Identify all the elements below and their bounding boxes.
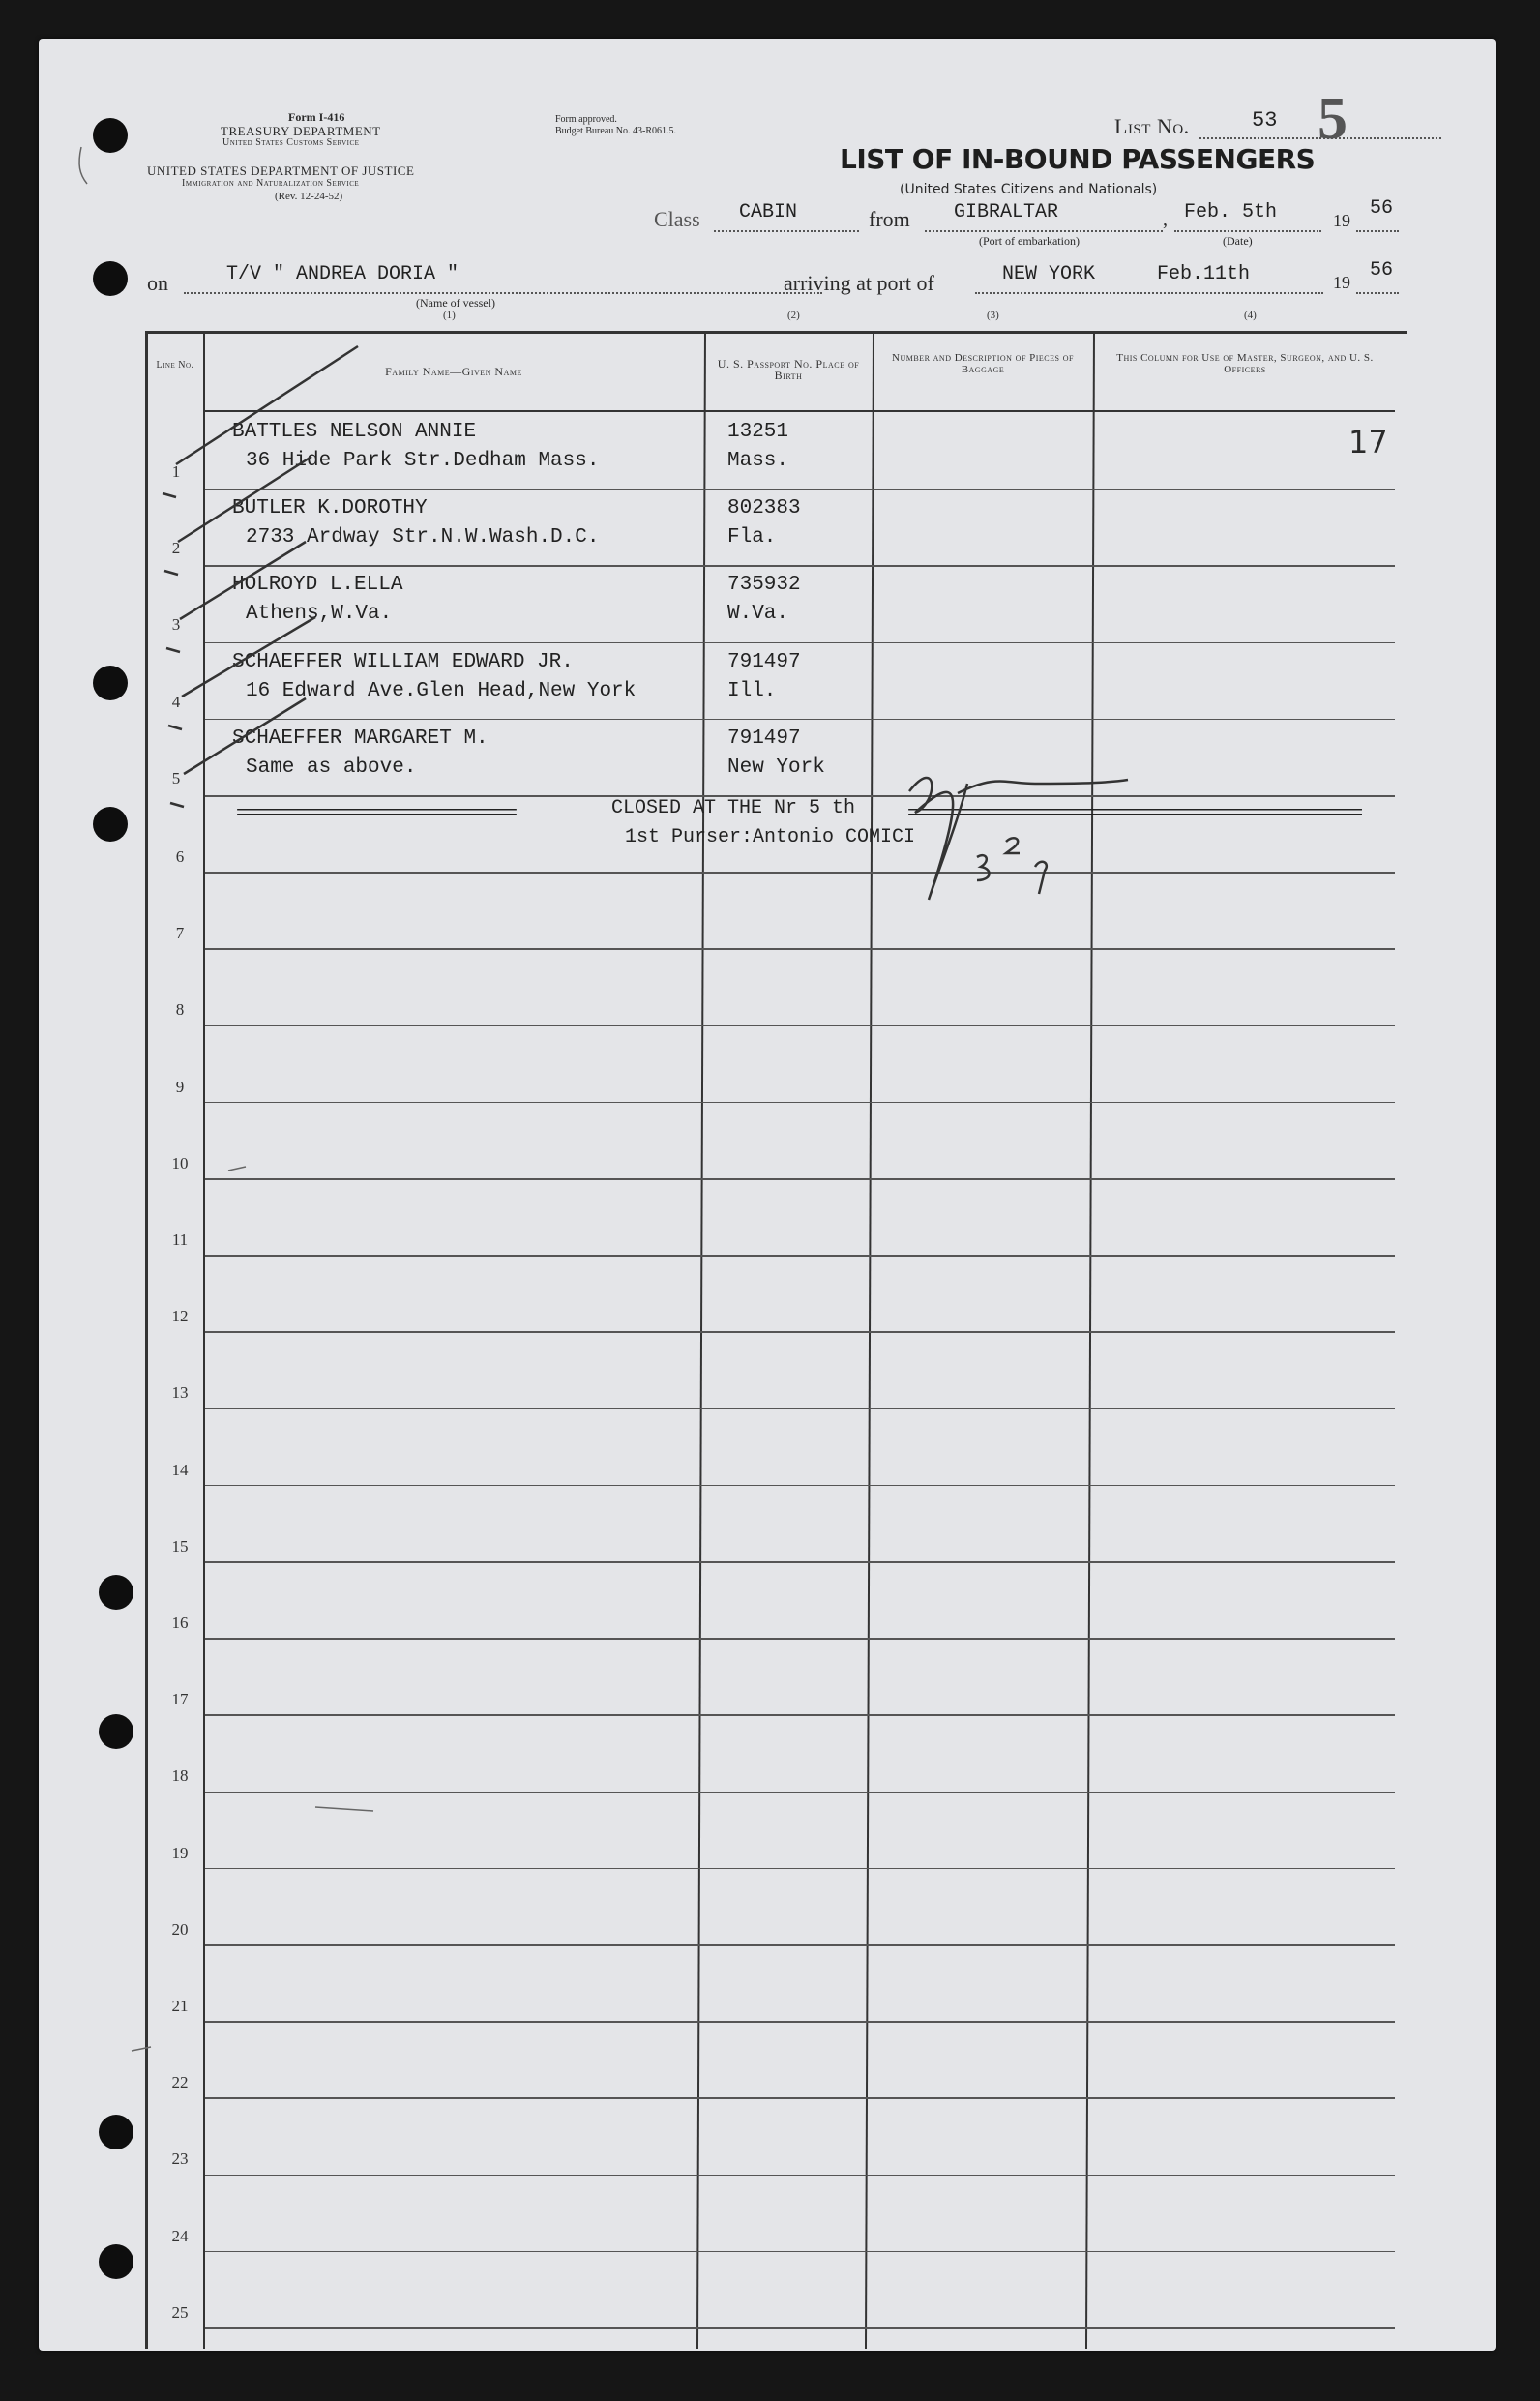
check-marks [163, 346, 358, 807]
col-num-1: (1) [443, 310, 456, 321]
line-number: 3 [171, 615, 181, 635]
passenger-name: SCHAEFFER MARGARET M. [232, 726, 489, 750]
arriving-label: arriving at port of [784, 271, 934, 295]
passenger-address: Athens,W.Va. [246, 603, 393, 626]
class-label: Class [654, 207, 700, 231]
col-num-4: (4) [1244, 310, 1257, 321]
passport-number: 791497 [727, 726, 801, 750]
passenger-name: HOLROYD L.ELLA [232, 574, 403, 597]
year-prefix: 19 [1333, 211, 1350, 230]
col-num-3: (3) [987, 310, 999, 321]
line-number: 22 [171, 2073, 189, 2092]
manifest-page: Form I-416 TREASURY DEPARTMENT United States Customs Service UNITED STATES DEPARTMENT OF JUSTICE Immigration and Naturalization Service (Rev. 12-24-52) Form approved. Budget Bureau No. 43-R061.5. List No. 53 5 LIST OF IN-BOUND PASSENGERS (United States Citizens and Nationals) Class CABIN from GIBRALTAR (Port of embarkation) , Feb. 5th (Date) 19 56 on T/V " ANDREA DORIA " (Name of vessel) (1) arriving at port of NEW YORK Feb.11th 19 56 (2) (3) (4) Line No. Family Name—Given Name U. S. Passport No. Place of Birth Number and Description of Pieces of Baggage This Column for Use of Master, Surgeon, and U. S. Officers 1 BATTLES NELSON ANNIE 36 Hide Park Str.Dedham Mass. 13251 Mass. 2 BUTLER K.DOROTHY 2733 Ardway Str.N.W.Wash.D.C. 802383 Fla. 3 HOLROYD L.ELLA Athens,W.Va. 735932 W.Va. 4 SCHAEFFER WILLIAM EDWARD JR. 16 Edward Ave.Glen Head,New York 791497 Ill. 5 SCHAEFFER MARGARET M. Same as above. 791497 New York 6 7 8 9 10 11 12 13 14 15 16 17 18 19 20 21 22 23 24 25 17 ================================ CLOSED AT THE Nr 5 th ==================================================== 1st Purser:Antonio COMICI [39, 39, 1496, 2351]
immigration-service: Immigration and Naturalization Service [182, 178, 360, 189]
passport-number: 802383 [727, 497, 801, 520]
line-number: 2 [171, 539, 181, 558]
customs-service: United States Customs Service [222, 137, 360, 148]
passenger-name: SCHAEFFER WILLIAM EDWARD JR. [232, 650, 574, 673]
line-number: 12 [171, 1307, 189, 1326]
passport-number: 735932 [727, 574, 801, 597]
closed-dash-right: ==================================================== [907, 803, 1361, 825]
closed-text: CLOSED AT THE Nr 5 th [611, 797, 856, 819]
purser-text: 1st Purser:Antonio COMICI [625, 826, 916, 848]
line-number: 6 [175, 847, 185, 866]
birthplace: New York [727, 756, 825, 779]
line-number: 17 [171, 1690, 189, 1709]
form-approved: Form approved. [555, 114, 617, 125]
passenger-address: Same as above. [246, 756, 417, 779]
birthplace: Fla. [727, 526, 777, 549]
list-no-value: 53 [1252, 108, 1278, 133]
line-number: 10 [171, 1153, 189, 1172]
line-number: 24 [171, 2226, 189, 2245]
header-name: Family Name—Given Name [385, 365, 522, 378]
revision-date: (Rev. 12-24-52) [275, 191, 343, 202]
list-no-label: List No. [1114, 114, 1190, 138]
line-number: 1 [171, 462, 181, 481]
passport-number: 13251 [727, 421, 789, 443]
class-value: CABIN [739, 201, 798, 223]
line-number: 18 [171, 1766, 189, 1786]
arrival-year-prefix: 19 [1333, 273, 1350, 292]
passenger-name: BUTLER K.DOROTHY [232, 497, 428, 520]
port-embark-value: GIBRALTAR [954, 201, 1059, 223]
arrival-year-value: 56 [1370, 259, 1394, 282]
line-number: 25 [171, 2302, 189, 2322]
arrival-date-value: Feb.11th [1157, 263, 1251, 285]
line-number: 21 [171, 1997, 189, 2015]
line-number: 16 [171, 1614, 189, 1632]
initials-signature [909, 778, 1128, 900]
birthplace: Ill. [727, 679, 777, 702]
passenger-address: 36 Hide Park Str.Dedham Mass. [246, 450, 600, 472]
handwriting-marks [39, 39, 1496, 2351]
header-officers: This Column for Use of Master, Surgeon, and U. S. Officers [1116, 352, 1374, 375]
form-title: LIST OF IN-BOUND PASSENGERS [840, 143, 1316, 175]
col-num-2: (2) [787, 310, 800, 321]
officer-note: 17 [1348, 424, 1388, 460]
embark-date-value: Feb. 5th [1184, 201, 1278, 223]
passenger-address: 16 Edward Ave.Glen Head,New York [246, 679, 637, 702]
line-number: 13 [171, 1383, 189, 1403]
line-number: 9 [175, 1077, 185, 1096]
birthplace: W.Va. [727, 603, 789, 626]
vessel-caption: (Name of vessel) [416, 296, 495, 310]
port-embark-caption: (Port of embarkation) [979, 234, 1080, 248]
embark-year-value: 56 [1370, 197, 1394, 220]
header-line-no: Line No. [156, 360, 194, 371]
line-number: 8 [175, 1000, 185, 1020]
line-number: 14 [171, 1460, 189, 1479]
arrival-port-value: NEW YORK [1002, 263, 1096, 285]
birthplace: Mass. [727, 450, 789, 472]
treasury-department: TREASURY DEPARTMENT [221, 124, 381, 138]
header-baggage: Number and Description of Pieces of Baggage [892, 352, 1074, 375]
line-number: 11 [171, 1230, 189, 1249]
closed-dash-left: ================================ [236, 803, 516, 825]
header-passport: U. S. Passport No. Place of Birth [717, 357, 860, 382]
passenger-address: 2733 Ardway Str.N.W.Wash.D.C. [246, 526, 600, 549]
line-number: 20 [171, 1919, 189, 1939]
line-number: 19 [171, 1843, 189, 1862]
form-subtitle: (United States Citizens and Nationals) [900, 182, 1158, 197]
stamp-number: 5 [1318, 86, 1348, 152]
date-caption: (Date) [1223, 234, 1253, 248]
form-number: Form I-416 [288, 110, 345, 124]
passport-number: 791497 [727, 650, 801, 673]
line-number: 15 [171, 1536, 189, 1556]
department-of-justice: UNITED STATES DEPARTMENT OF JUSTICE [147, 163, 415, 178]
from-label: from [869, 207, 910, 231]
line-number: 4 [171, 692, 181, 711]
on-label: on [147, 271, 168, 295]
line-number: 5 [171, 768, 181, 787]
line-number: 7 [175, 924, 185, 943]
line-number: 23 [171, 2149, 189, 2169]
budget-bureau: Budget Bureau No. 43-R061.5. [555, 126, 676, 136]
vessel-value: T/V " ANDREA DORIA " [226, 263, 459, 285]
passenger-name: BATTLES NELSON ANNIE [232, 421, 477, 443]
